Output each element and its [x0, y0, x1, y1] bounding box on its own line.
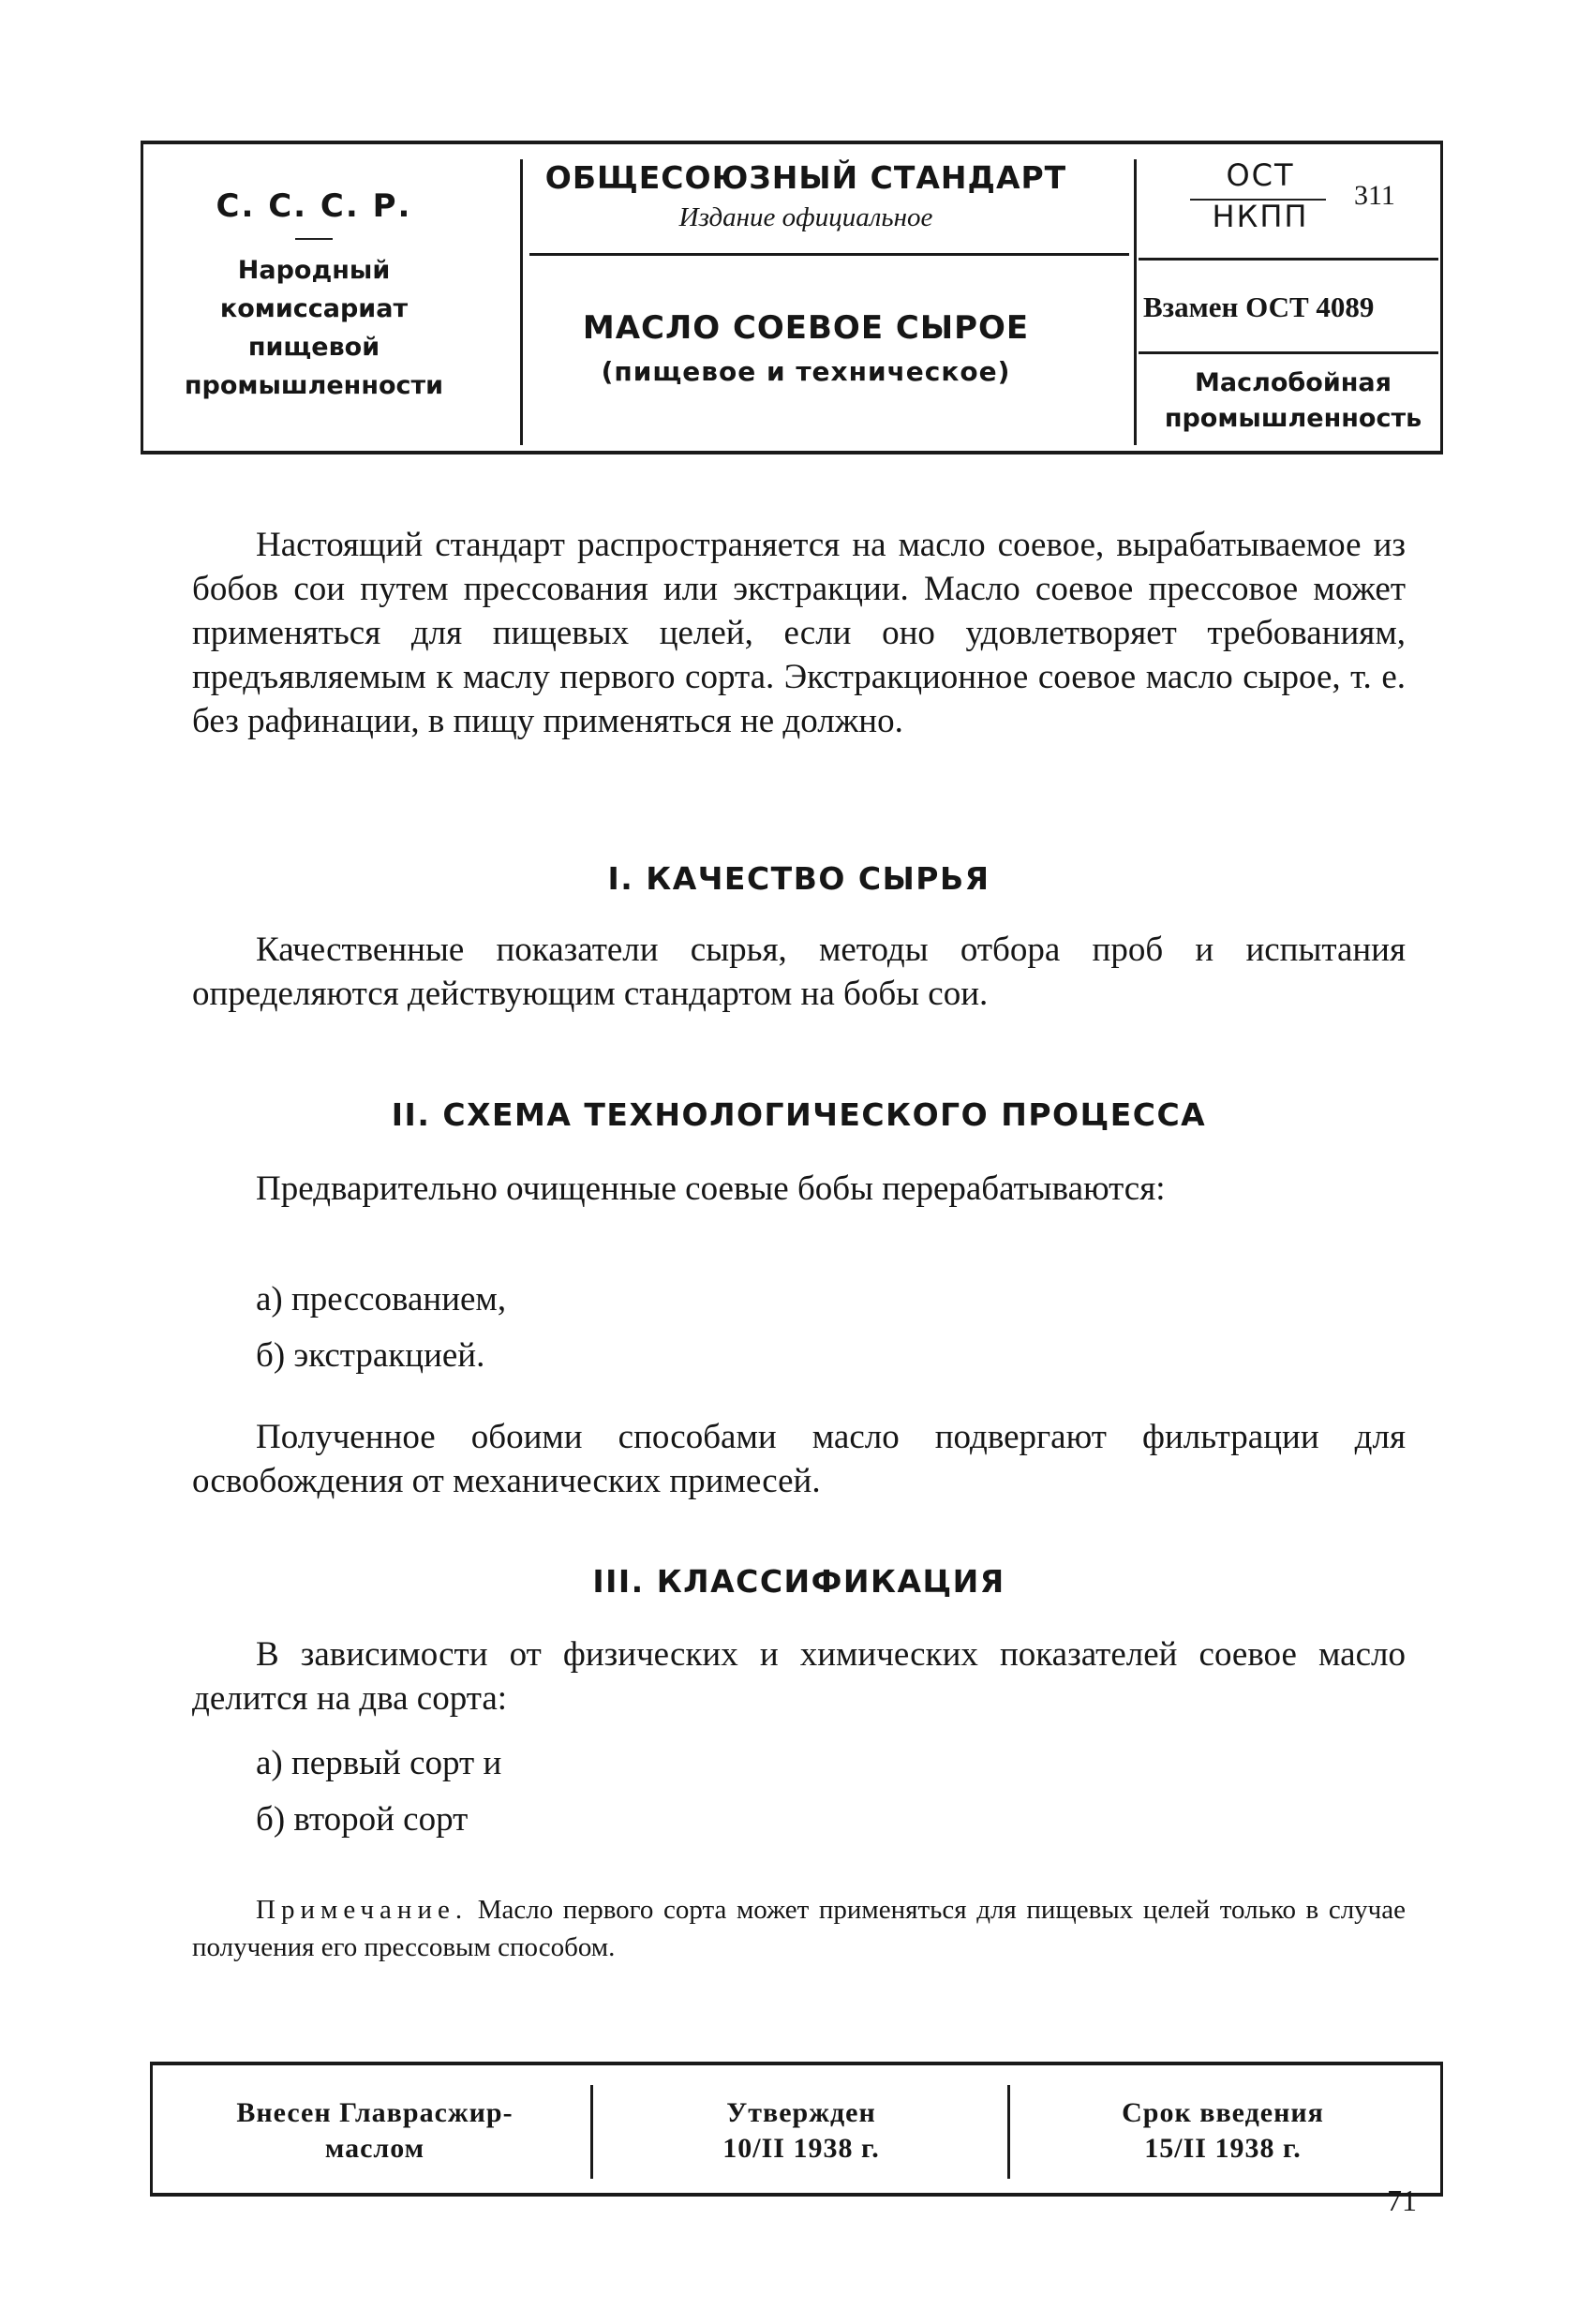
- section-3-body: [192, 1632, 1406, 1721]
- section-1-title: I. КАЧЕСТВО СЫРЬЯ: [607, 860, 990, 897]
- product-title: МАСЛО СОЕВОЕ СЫРОЕ: [582, 309, 1030, 347]
- product-subtitle: (пищевое и техническое): [601, 356, 1011, 387]
- effective-label: Срок введения: [1122, 2097, 1324, 2128]
- footer-divider-1: [590, 2085, 593, 2179]
- commissariat-line-2: комиссариат: [219, 294, 409, 323]
- effective-value: 15/II 1938 г.: [1144, 2133, 1302, 2164]
- section-2-body: [192, 1167, 1406, 1211]
- industry-line-2: промышленность: [1164, 404, 1422, 433]
- note-label: Примечание.: [256, 1895, 469, 1925]
- approval-footer: [150, 2062, 1443, 2202]
- header-mid-rule: [529, 253, 1129, 256]
- standard-type: ОБЩЕСОЮЗНЫЙ СТАНДАРТ: [544, 159, 1067, 196]
- introduced-by: [169, 2095, 581, 2167]
- header-top-rule: [141, 141, 1443, 144]
- section-3-item-b: б) второй сорт: [256, 1800, 469, 1839]
- introduced-line-2: маслом: [324, 2133, 425, 2164]
- section-2-item-a: а) прессованием,: [256, 1280, 507, 1318]
- effective-date: [1017, 2095, 1429, 2167]
- section-1-body: [192, 928, 1406, 1016]
- note-paragraph: [192, 1891, 1406, 1966]
- page-number: 71: [1387, 2183, 1417, 2217]
- section-3-text: В зависимости от физических и химических показателей соевое масло делится на два сорта:: [192, 1635, 1406, 1718]
- header-divider-1: [520, 159, 523, 445]
- replaces-box-rule: [1139, 351, 1438, 354]
- footer-top-rule: [150, 2062, 1443, 2065]
- replaces-label: Взамен ОСТ 4089: [1143, 290, 1375, 323]
- intro-text: Настоящий стандарт распространяется на масло соевое, вырабатываемое из бобов сои путем прессования или экстракции. Масло соевое прессовое может применяться для пищевых целей, если оно удовлетворяет требованиям, предъявляемым к маслу первого сорта. Экстракционное соевое масло сырое, т. е. без рафинации, в пищу применяться не должно.: [192, 526, 1406, 740]
- commissariat-line-1: Народный: [237, 256, 391, 285]
- section-2-after: [192, 1415, 1406, 1503]
- note-text: Масло первого сорта может применяться для пищевых целей только в случае получения его прессовым способом.: [192, 1895, 1406, 1962]
- commissariat-line-3: пищевой: [247, 333, 380, 362]
- edition-label: Издание официальное: [678, 202, 933, 232]
- footer-bottom-rule: [150, 2193, 1443, 2197]
- footer-divider-2: [1007, 2085, 1010, 2179]
- section-3-item-a: а) первый сорт и: [256, 1744, 502, 1782]
- standard-header: [141, 141, 1443, 454]
- ost-label: ОСТ: [1226, 157, 1295, 193]
- header-left-rule: [141, 141, 143, 454]
- country-dash: [295, 238, 333, 240]
- country-label: С. С. С. Р.: [216, 187, 412, 225]
- section-2-title: II. СХЕМА ТЕХНОЛОГИЧЕСКОГО ПРОЦЕССА: [391, 1096, 1207, 1133]
- header-divider-2: [1134, 159, 1137, 445]
- industry-label: [1143, 365, 1443, 437]
- approved-value: 10/II 1938 г.: [722, 2133, 880, 2164]
- footer-left-rule: [150, 2062, 153, 2197]
- commissariat-label: [150, 251, 478, 405]
- intro-paragraph: [192, 523, 1406, 743]
- ost-number: 311: [1354, 180, 1395, 211]
- approved-label: Утвержден: [726, 2097, 876, 2128]
- section-2-item-b: б) экстракцией.: [256, 1336, 485, 1375]
- section-3-title: III. КЛАССИФИКАЦИЯ: [592, 1563, 1005, 1600]
- nkpp-label: НКПП: [1212, 199, 1309, 234]
- footer-right-rule: [1440, 2062, 1443, 2197]
- section-2-after-text: Полученное обоими способами масло подвергают фильтрации для освобождения от механических примесей.: [192, 1418, 1406, 1500]
- section-1-text: Качественные показатели сырья, методы отбора проб и испытания определяются действующим стандартом на бобы сои.: [192, 931, 1406, 1013]
- header-bottom-rule: [141, 451, 1443, 454]
- commissariat-line-4: промышленности: [184, 371, 444, 400]
- section-2-text: Предварительно очищенные соевые бобы перерабатываются:: [256, 1169, 1166, 1208]
- ost-box-rule: [1139, 258, 1438, 261]
- approved-date: [600, 2095, 1003, 2167]
- industry-line-1: Маслобойная: [1195, 368, 1392, 397]
- introduced-line-1: Внесен Главрасжир-: [236, 2097, 514, 2128]
